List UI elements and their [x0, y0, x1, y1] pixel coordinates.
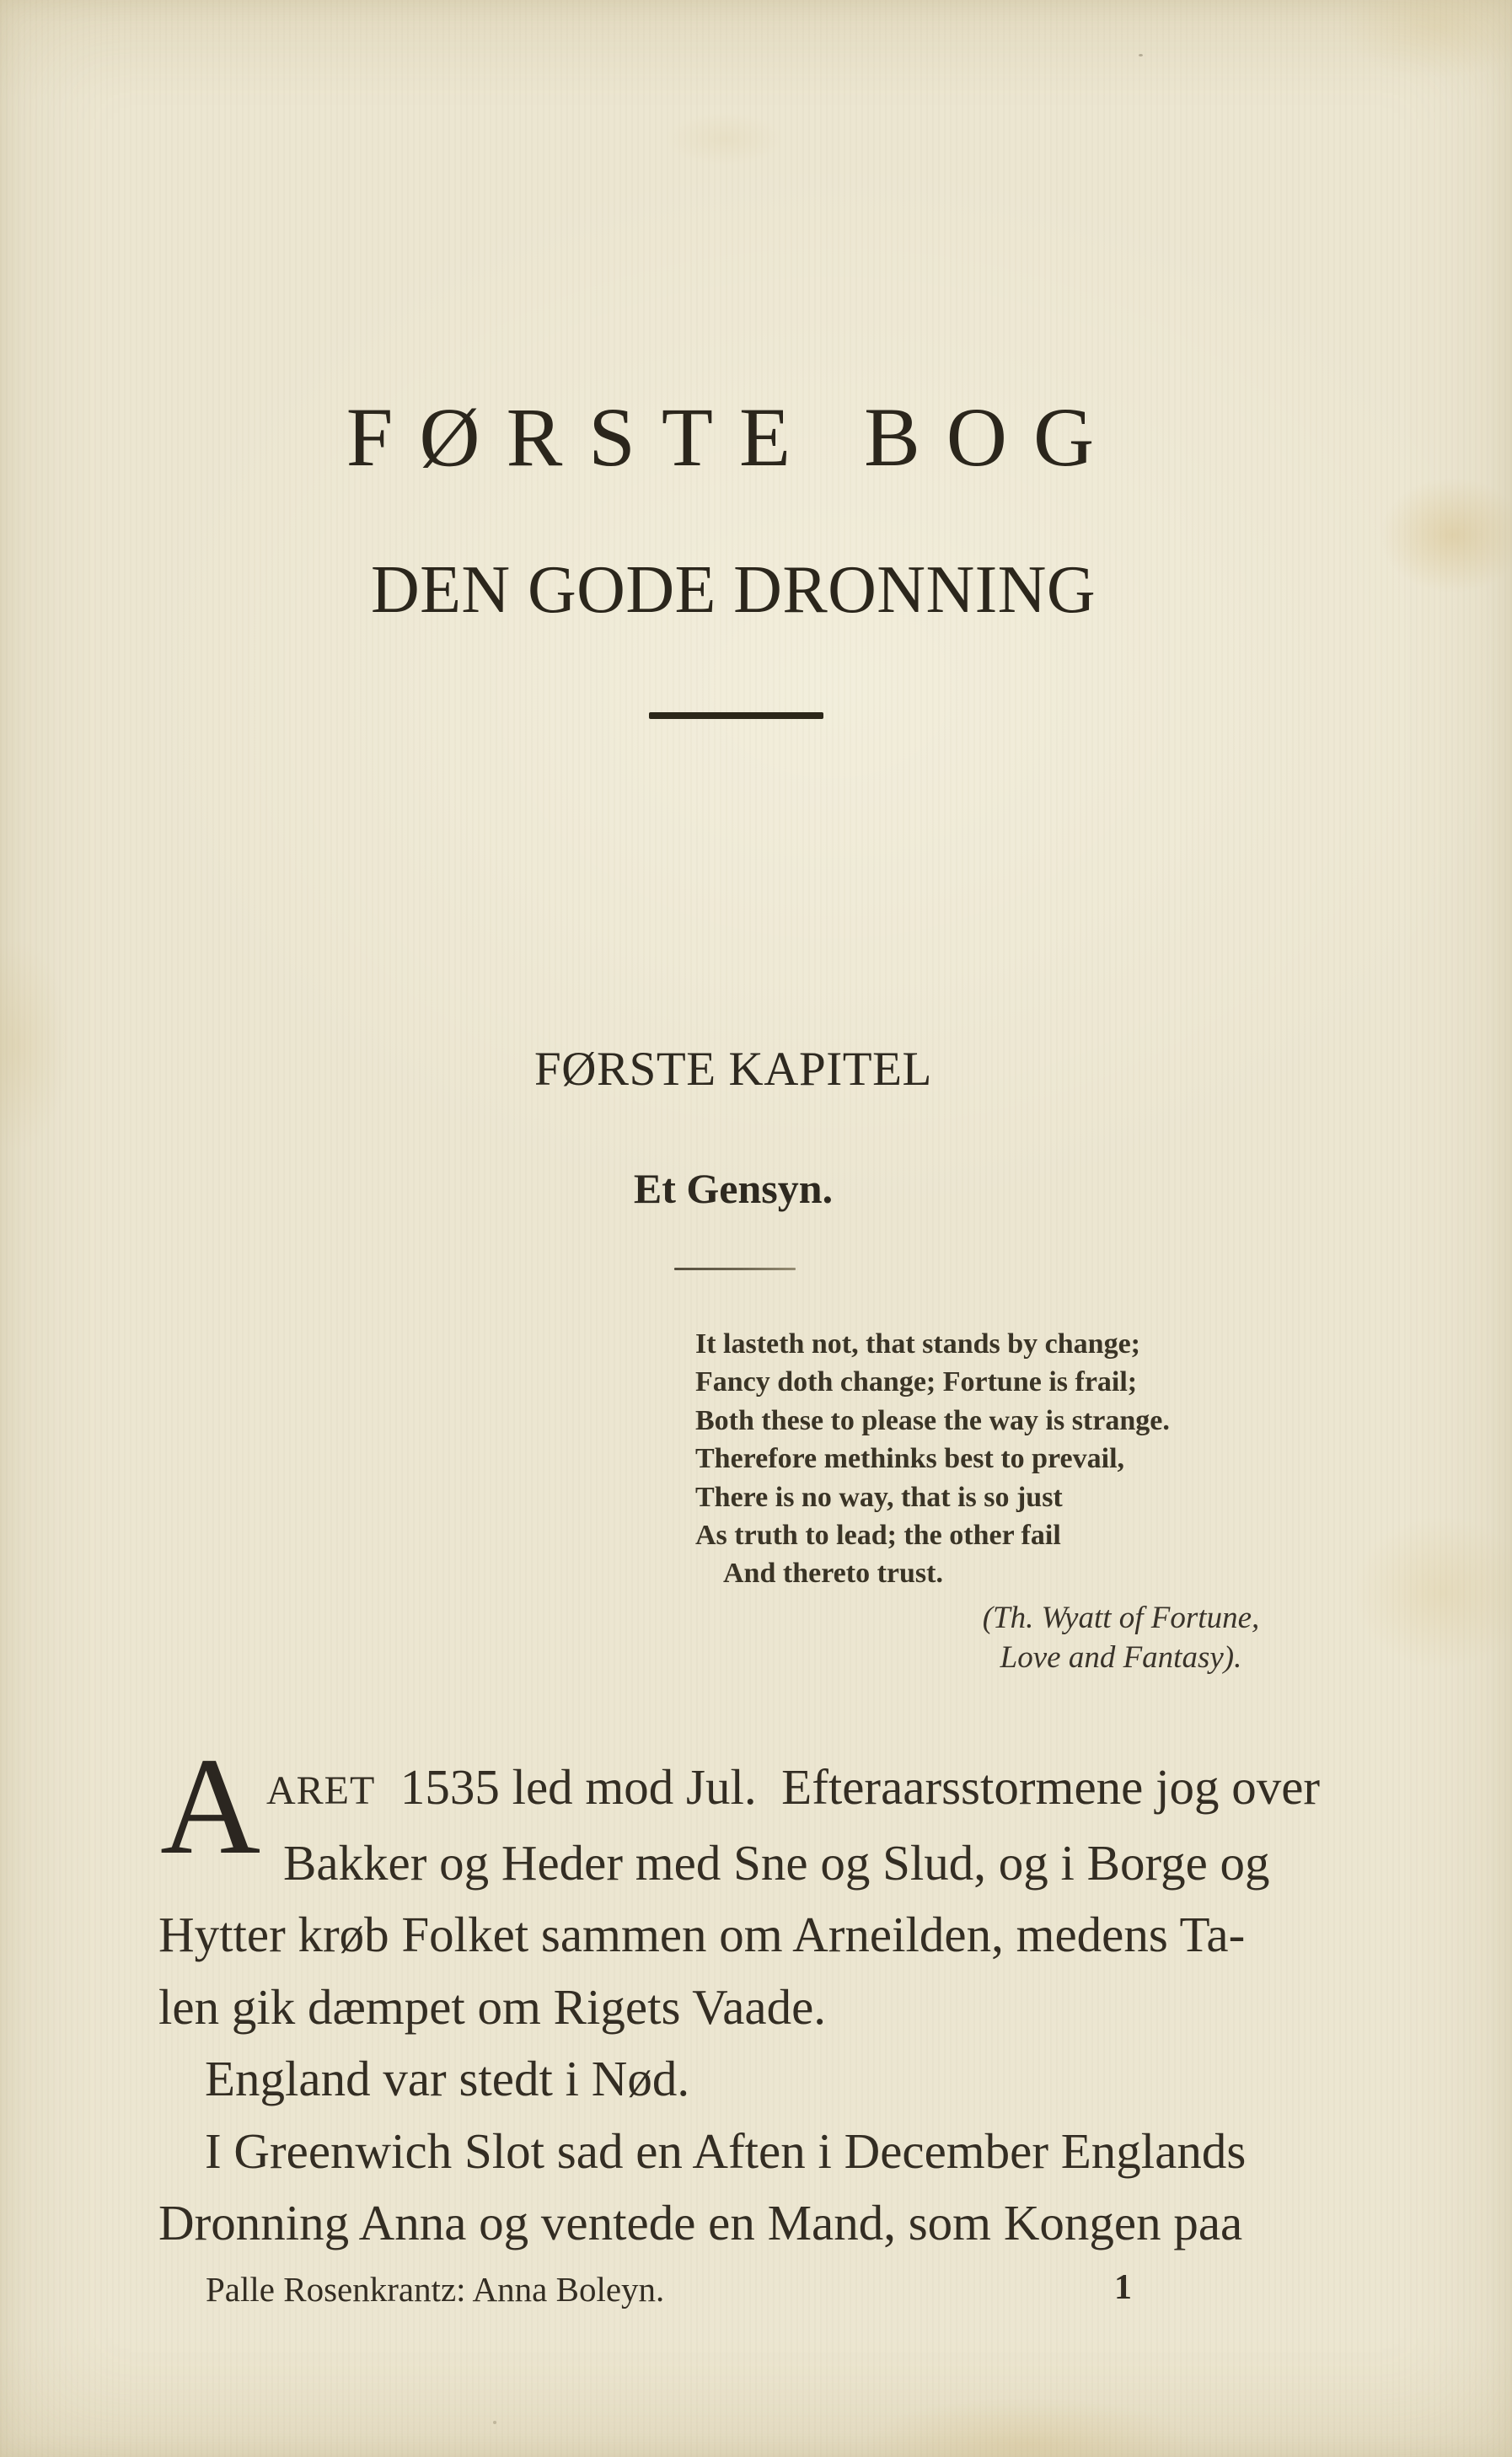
title-divider-rule: [649, 712, 823, 719]
epigraph: [695, 1325, 1170, 1593]
epigraph-divider-rule: [674, 1268, 796, 1270]
paper-speck: [1139, 54, 1143, 56]
paper-speck: [493, 2421, 496, 2424]
book-subtitle: DEN GODE DRONNING: [370, 553, 1096, 627]
epigraph-line: There is no way, that is so just: [695, 1481, 1063, 1513]
body-text: [158, 1752, 1320, 2260]
body-line: len gik dæmpet om Rigets Vaade.: [158, 1978, 827, 2035]
body-line: [266, 1752, 1320, 1827]
epigraph-line: Fancy doth change; Fortune is frail;: [695, 1366, 1138, 1398]
chapter-subtitle: Et Gensyn.: [633, 1165, 834, 1212]
epigraph-line: Both these to please the way is strange.: [695, 1404, 1170, 1436]
body-line: Hytter krøb Folket sammen om Arneilden, medens Ta-: [158, 1907, 1246, 1962]
smallcaps-word: ARET: [266, 1768, 376, 1813]
body-line: Dronning Anna og ventede en Mand, som Kongen paa: [158, 2195, 1243, 2250]
epigraph-line: Therefore methinks best to prevail,: [695, 1443, 1125, 1475]
attribution-line: Love and Fantasy).: [1000, 1640, 1242, 1675]
epigraph-line: It lasteth not, that stands by change;: [695, 1328, 1140, 1360]
dropcap-initial: A: [160, 1729, 261, 1883]
body-line-rest: 1535 led mod Jul. Efteraarsstormene jog over: [375, 1759, 1321, 1815]
body-line: Bakker og Heder med Sne og Slud, og i Borge og: [283, 1834, 1270, 1891]
body-line: England var stedt i Nød.: [205, 2051, 690, 2106]
paper-stain: [792, 2377, 1264, 2457]
body-line: I Greenwich Slot sad en Aften i December Englands: [205, 2122, 1247, 2179]
attribution-line: (Th. Wyatt of Fortune,: [982, 1601, 1260, 1635]
epigraph-line: And thereto trust.: [723, 1558, 943, 1590]
paper-stain: [1315, 1483, 1512, 1703]
paper-stain: [641, 101, 809, 177]
epigraph-attribution: [919, 1598, 1323, 1677]
book-title: FØRSTE BOG: [346, 390, 1121, 484]
epigraph-line: As truth to lead; the other fail: [695, 1520, 1061, 1552]
chapter-heading: FØRSTE KAPITEL: [534, 1043, 932, 1096]
paper-stain: [1298, 0, 1512, 101]
page-number: 1: [1114, 2268, 1132, 2307]
footer-signature: Palle Rosenkrantz: Anna Boleyn.: [206, 2270, 665, 2309]
